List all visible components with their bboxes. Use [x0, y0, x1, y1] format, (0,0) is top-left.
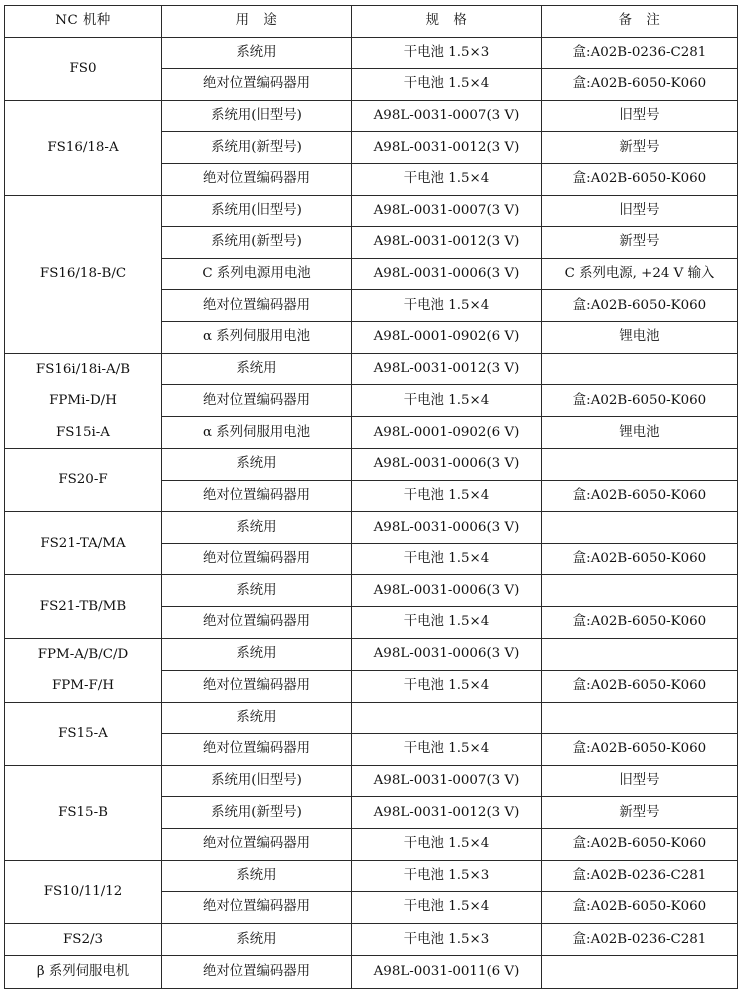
use-cell: 系统用 — [162, 860, 352, 892]
use-cell: 系统用 — [162, 512, 352, 544]
spec-cell: A98L-0031-0007(3 V) — [352, 100, 542, 132]
spec-cell: 干电池 1.5×3 — [352, 860, 542, 892]
nc-model-cell — [5, 37, 162, 100]
nc-model-cell — [5, 575, 162, 638]
use-cell: 绝对位置编码器用 — [162, 734, 352, 766]
spec-cell: A98L-0031-0012(3 V) — [352, 227, 542, 259]
note-cell: 盒:A02B-6050-K060 — [542, 480, 738, 512]
spec-cell: 干电池 1.5×4 — [352, 69, 542, 101]
use-cell: 系统用(新型号) — [162, 132, 352, 164]
nc-model-cell — [5, 860, 162, 923]
table-row — [5, 923, 738, 956]
table-row — [5, 765, 738, 797]
table-row — [5, 956, 738, 989]
spec-cell: 干电池 1.5×3 — [352, 923, 542, 956]
note-cell: 盒:A02B-6050-K060 — [542, 385, 738, 417]
note-cell: 盒:A02B-6050-K060 — [542, 290, 738, 322]
use-cell: 系统用 — [162, 353, 352, 385]
nc-model-name: FS15-A — [58, 725, 108, 741]
use-cell: 绝对位置编码器用 — [162, 480, 352, 512]
use-cell: C 系列电源用电池 — [162, 258, 352, 290]
use-cell: 系统用 — [162, 923, 352, 956]
note-cell: 旧型号 — [542, 100, 738, 132]
nc-model-name: FS20-F — [58, 472, 108, 488]
use-cell: 系统用(新型号) — [162, 797, 352, 829]
use-cell: 系统用(旧型号) — [162, 195, 352, 227]
spec-cell: A98L-0031-0006(3 V) — [352, 258, 542, 290]
spec-cell: A98L-0031-0006(3 V) — [352, 449, 542, 481]
spec-cell: A98L-0001-0902(6 V) — [352, 417, 542, 449]
use-cell: 系统用(旧型号) — [162, 100, 352, 132]
table-row — [5, 100, 738, 132]
use-cell: 系统用 — [162, 37, 352, 69]
spec-cell: 干电池 1.5×4 — [352, 828, 542, 860]
note-cell: 旧型号 — [542, 195, 738, 227]
spec-cell: A98L-0031-0011(6 V) — [352, 956, 542, 989]
nc-model-cell — [5, 702, 162, 765]
use-cell: 绝对位置编码器用 — [162, 385, 352, 417]
nc-model-cell — [5, 449, 162, 512]
note-cell: 盒:A02B-6050-K060 — [542, 543, 738, 575]
nc-model-cell — [5, 195, 162, 353]
table-row — [5, 860, 738, 892]
spec-cell: A98L-0031-0006(3 V) — [352, 638, 542, 670]
nc-model-name: FPMi-D/H — [49, 393, 117, 409]
spec-cell: 干电池 1.5×4 — [352, 607, 542, 639]
spec-cell: A98L-0001-0902(6 V) — [352, 321, 542, 353]
use-cell: 绝对位置编码器用 — [162, 290, 352, 322]
header-nc-model: NC 机种 — [5, 6, 162, 38]
nc-model-name: FS16/18-B/C — [39, 266, 127, 282]
note-cell: 盒:A02B-6050-K060 — [542, 163, 738, 195]
spec-cell: 干电池 1.5×4 — [352, 480, 542, 512]
spec-cell: A98L-0031-0012(3 V) — [352, 353, 542, 385]
note-cell: 盒:A02B-6050-K060 — [542, 892, 738, 924]
use-cell: 绝对位置编码器用 — [162, 670, 352, 702]
use-cell: α 系列伺服用电池 — [162, 417, 352, 449]
use-cell: 系统用(新型号) — [162, 227, 352, 259]
nc-model-cell — [5, 956, 162, 989]
nc-model-cell — [5, 353, 162, 449]
table-row — [5, 449, 738, 481]
note-cell — [542, 575, 738, 607]
nc-model-name: FPM-F/H — [51, 678, 115, 694]
table-header-row — [5, 6, 738, 38]
note-cell — [542, 956, 738, 989]
nc-model-name: FS16i/18i-A/B — [35, 361, 131, 377]
note-cell: 盒:A02B-0236-C281 — [542, 860, 738, 892]
header-spec: 规 格 — [352, 6, 542, 38]
table-row — [5, 575, 738, 607]
spec-cell — [352, 702, 542, 734]
nc-model-name: FS0 — [69, 60, 97, 76]
spec-cell: 干电池 1.5×4 — [352, 543, 542, 575]
table-row — [5, 353, 738, 385]
spec-cell: A98L-0031-0006(3 V) — [352, 512, 542, 544]
spec-cell: 干电池 1.5×3 — [352, 37, 542, 69]
table-row — [5, 37, 738, 69]
note-cell: 盒:A02B-6050-K060 — [542, 828, 738, 860]
table-row — [5, 702, 738, 734]
note-cell: 新型号 — [542, 132, 738, 164]
header-use: 用 途 — [162, 6, 352, 38]
nc-model-name: FPM-A/B/C/D — [37, 646, 129, 662]
note-cell: 锂电池 — [542, 321, 738, 353]
note-cell: 新型号 — [542, 797, 738, 829]
note-cell: 旧型号 — [542, 765, 738, 797]
nc-model-name: FS16/18-A — [47, 139, 119, 155]
spec-cell: A98L-0031-0006(3 V) — [352, 575, 542, 607]
note-cell: 盒:A02B-0236-C281 — [542, 37, 738, 69]
nc-model-name: FS21-TA/MA — [40, 535, 126, 551]
nc-model-cell — [5, 100, 162, 195]
use-cell: 绝对位置编码器用 — [162, 828, 352, 860]
spec-cell: 干电池 1.5×4 — [352, 163, 542, 195]
use-cell: 绝对位置编码器用 — [162, 956, 352, 989]
nc-model-name: β 系列伺服电机 — [36, 964, 130, 980]
table-row — [5, 638, 738, 670]
battery-spec-table — [4, 5, 738, 989]
use-cell: 系统用 — [162, 575, 352, 607]
note-cell — [542, 449, 738, 481]
header-note: 备 注 — [542, 6, 738, 38]
nc-model-name: FS15i-A — [56, 424, 110, 440]
table-row — [5, 195, 738, 227]
nc-model-name: FS10/11/12 — [43, 883, 123, 899]
use-cell: 系统用 — [162, 702, 352, 734]
note-cell: 锂电池 — [542, 417, 738, 449]
nc-model-name: FS2/3 — [62, 931, 103, 947]
use-cell: 绝对位置编码器用 — [162, 69, 352, 101]
note-cell: C 系列电源, +24 V 输入 — [542, 258, 738, 290]
note-cell: 盒:A02B-6050-K060 — [542, 670, 738, 702]
note-cell — [542, 512, 738, 544]
nc-model-cell — [5, 638, 162, 702]
nc-model-name: FS15-B — [58, 804, 108, 820]
nc-model-cell — [5, 923, 162, 956]
note-cell: 新型号 — [542, 227, 738, 259]
note-cell: 盒:A02B-0236-C281 — [542, 923, 738, 956]
spec-cell: A98L-0031-0007(3 V) — [352, 195, 542, 227]
use-cell: α 系列伺服用电池 — [162, 321, 352, 353]
note-cell: 盒:A02B-6050-K060 — [542, 69, 738, 101]
table-row — [5, 512, 738, 544]
use-cell: 绝对位置编码器用 — [162, 543, 352, 575]
spec-cell: A98L-0031-0007(3 V) — [352, 765, 542, 797]
use-cell: 系统用 — [162, 449, 352, 481]
use-cell: 绝对位置编码器用 — [162, 163, 352, 195]
table-body — [5, 37, 738, 988]
nc-model-cell — [5, 512, 162, 575]
spec-cell: A98L-0031-0012(3 V) — [352, 132, 542, 164]
note-cell — [542, 638, 738, 670]
note-cell — [542, 702, 738, 734]
use-cell: 系统用 — [162, 638, 352, 670]
use-cell: 绝对位置编码器用 — [162, 892, 352, 924]
note-cell: 盒:A02B-6050-K060 — [542, 607, 738, 639]
use-cell: 系统用(旧型号) — [162, 765, 352, 797]
note-cell: 盒:A02B-6050-K060 — [542, 734, 738, 766]
spec-cell: 干电池 1.5×4 — [352, 892, 542, 924]
use-cell: 绝对位置编码器用 — [162, 607, 352, 639]
spec-cell: A98L-0031-0012(3 V) — [352, 797, 542, 829]
spec-cell: 干电池 1.5×4 — [352, 385, 542, 417]
note-cell — [542, 353, 738, 385]
nc-model-cell — [5, 765, 162, 860]
spec-cell: 干电池 1.5×4 — [352, 734, 542, 766]
nc-model-name: FS21-TB/MB — [39, 598, 127, 614]
spec-cell: 干电池 1.5×4 — [352, 290, 542, 322]
spec-cell: 干电池 1.5×4 — [352, 670, 542, 702]
